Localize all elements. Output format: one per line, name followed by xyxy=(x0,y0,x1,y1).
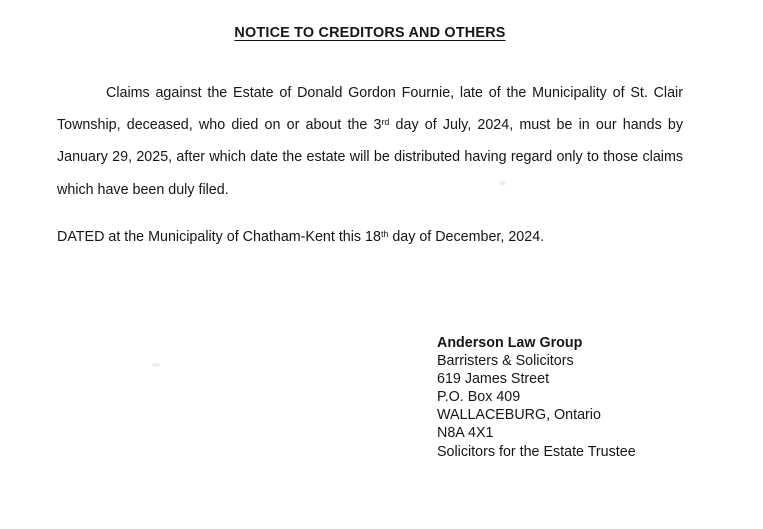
scan-artifact xyxy=(499,181,506,185)
firm-name: Anderson Law Group xyxy=(437,335,583,351)
body-line-2-text: Township, deceased, who died on or about the 3 xyxy=(57,117,382,134)
body-line-2 xyxy=(57,109,683,141)
dated-line xyxy=(57,221,683,253)
signature-block xyxy=(437,334,636,461)
body-line-1-text: Claims against the Estate of Donald Gordon Fournie, late of the Municipality of St. Clair xyxy=(106,85,683,101)
notice-title xyxy=(57,23,683,43)
body-line-3-text: January 29, 2025, after which date the estate will be distributed having regard only to those claims xyxy=(57,149,683,166)
ordinal-superscript-th: th xyxy=(380,229,389,240)
body-line-3 xyxy=(57,141,683,173)
scan-artifact xyxy=(152,363,160,367)
signature-line-city: WALLACEBURG, Ontario xyxy=(437,407,601,424)
dated-line-text: DATED at the Municipality of Chatham-Kent this 18 xyxy=(57,229,381,245)
signature-line-street: 619 James Street xyxy=(437,371,550,388)
notice-title-text: NOTICE TO CREDITORS AND OTHERS xyxy=(234,25,506,41)
signature-line-postal-code: N8A 4X1 xyxy=(437,425,494,442)
body-line-1 xyxy=(57,77,683,109)
body-line-4 xyxy=(57,174,683,206)
body-line-2-text-cont: day of July, 2024, must be in our hands by xyxy=(389,117,683,134)
signature-line-pobox: P.O. Box 409 xyxy=(437,389,521,406)
dated-line-text-cont: day of December, 2024. xyxy=(388,229,545,245)
body-line-4-text: which have been duly filed. xyxy=(57,181,229,198)
signature-line-trustee: Solicitors for the Estate Trustee xyxy=(437,443,636,460)
ordinal-superscript-rd: rd xyxy=(381,117,390,128)
signature-line-role: Barristers & Solicitors xyxy=(437,353,574,370)
notice-body-paragraph xyxy=(57,77,683,206)
